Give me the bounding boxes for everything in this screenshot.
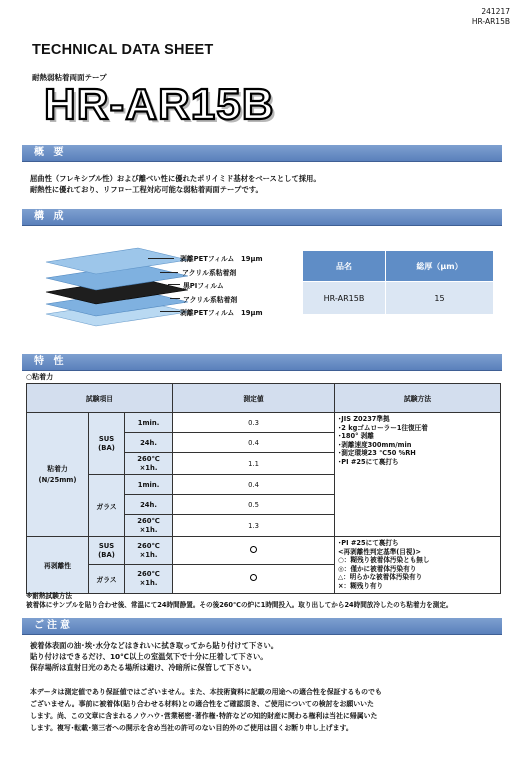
time-260c: 260℃ ×1h. (125, 537, 173, 565)
substrate-sus: SUS (BA) (89, 537, 125, 565)
layer-pet-top (46, 248, 188, 274)
result-circle-icon (250, 546, 257, 553)
overview-line: 屈曲性（フレキシブル性）および離べい性に優れたポリイミド基材をベースとして採用。 (30, 174, 321, 183)
disclaimer-line: 本データは測定値であり保証値ではございません。また、本技術資料に記載の用途への適合性を保証するものでも (30, 688, 382, 696)
time-1min: 1min. (125, 413, 173, 433)
method-line: ○：糊残り被着体汚染とも無し (338, 556, 430, 565)
time-260c: 260℃ ×1h. (125, 515, 173, 537)
disclaimer-line: します。尚、この文章に含まれるノウハウ･営業秘密･著作権･特許などの知的財産に関わる権利は当社に帰属いた (30, 712, 378, 720)
section-title-caution: ご注意 (34, 620, 73, 631)
section-title-properties: 特 性 (34, 356, 67, 367)
method-line: △：明らかな被着体汚染有り (338, 573, 423, 582)
method-line: ◎：僅かに被着体汚染有り (338, 564, 417, 573)
substrate-glass: ガラス (89, 475, 125, 537)
adhesion-label: ○粘着力 (26, 373, 54, 381)
leader-line (170, 298, 180, 299)
method-line: ･剥離速度300mm/min (338, 440, 412, 449)
product-table (302, 250, 494, 315)
layer-label: アクリル系粘着剤 (183, 296, 238, 304)
overview-line: 耐熱性に優れており、リフロー工程対応可能な弱粘着両面テープです。 (30, 185, 263, 194)
caution-text (30, 640, 278, 673)
layer-label: アクリル系粘着剤 (182, 269, 237, 277)
method-line: ･JIS Z0237準拠 (338, 415, 390, 423)
section-title-overview: 概 要 (34, 147, 67, 158)
time-260c: 260℃ ×1h. (125, 453, 173, 475)
caution-line: 被着体表面の油･埃･水分などはきれいに拭き取ってから貼り付けて下さい。 (30, 641, 279, 650)
value-cell: 0.5 (173, 495, 335, 515)
group-removal: 再剥離性 (27, 537, 89, 594)
value-cell: 1.1 (173, 453, 335, 475)
layer-diagram (38, 232, 198, 342)
method-line: ･2 kgゴムローラー1往復圧着 (338, 423, 428, 432)
leader-line (160, 272, 178, 273)
removal-result-sus (173, 537, 335, 565)
col-header-value: 測定値 (173, 384, 335, 413)
adhesion-table (26, 383, 501, 594)
time-260c: 260℃ ×1h. (125, 565, 173, 593)
note-title: ※耐熱試験方法 (26, 592, 72, 600)
method-line: ･180° 剥離 (338, 432, 374, 441)
time-1min: 1min. (125, 475, 173, 495)
product-name: HR-AR15B (44, 80, 275, 129)
disclaimer-line: します。複写･転載･第三者への開示を含め当社の許可のない目的外のご使用は固くお断り申し上げます。 (30, 724, 353, 732)
caution-line: 保存場所は直射日光のあたる場所は避け、冷暗所に保管して下さい。 (30, 663, 256, 672)
section-bar-overview (22, 145, 502, 162)
product-table-header: 品名 (303, 251, 386, 282)
section-bar-properties (22, 354, 502, 371)
section-title-structure: 構 成 (34, 211, 67, 222)
disclaimer-text (30, 686, 382, 734)
col-header-item: 試験項目 (27, 384, 173, 413)
value-cell: 1.3 (173, 515, 335, 537)
product-table-cell: HR-AR15B (303, 282, 386, 315)
substrate-glass: ガラス (89, 565, 125, 593)
leader-line (168, 284, 180, 285)
layer-label: 黒PIフィルム (183, 282, 224, 290)
heat-test-note (26, 592, 453, 610)
group-adhesion: 粘着力 (N/25mm) (27, 413, 89, 537)
caution-line: 貼り付けはできるだけ、10℃以上の室温気下で十分に圧着して下さい。 (30, 652, 268, 661)
value-cell: 0.4 (173, 433, 335, 453)
leader-line (148, 258, 174, 259)
method-adhesion (335, 413, 501, 537)
time-24h: 24h. (125, 433, 173, 453)
document-title: TECHNICAL DATA SHEET (32, 42, 214, 58)
value-cell: 0.4 (173, 475, 335, 495)
date-code: 241217 (481, 7, 510, 16)
doc-codes (472, 7, 510, 27)
method-line: ×：糊残り有り (338, 581, 384, 590)
note-text: 被着体にサンプルを貼り合わせ後、常温にて24時間静置。その後260℃の炉に1時間投入。取り出してから24時間放冷したのち粘着力を測定。 (26, 601, 453, 609)
col-header-method: 試験方法 (335, 384, 501, 413)
doc-code: HR-AR15B (471, 17, 510, 26)
overview-text (30, 173, 321, 195)
section-bar-structure (22, 209, 502, 226)
method-line: ･測定環境23 ℃50 %RH (338, 449, 416, 458)
leader-line (160, 311, 180, 312)
method-line: ･PI #25にて裏打ち (338, 539, 399, 547)
removal-result-glass (173, 565, 335, 593)
value-cell: 0.3 (173, 413, 335, 433)
product-subtitle: 耐熱弱粘着両面テープ (32, 73, 107, 82)
product-table-header: 総厚（μm） (386, 251, 494, 282)
section-bar-caution (22, 618, 502, 635)
result-circle-icon (250, 574, 257, 581)
layer-label: 剥離PETフィルム 19μm (180, 309, 263, 317)
method-line: ･PI #25にて裏打ち (338, 457, 399, 466)
time-24h: 24h. (125, 495, 173, 515)
method-removal (335, 537, 501, 594)
product-table-cell: 15 (386, 282, 494, 315)
substrate-sus: SUS (BA) (89, 413, 125, 475)
disclaimer-line: ございません。事前に被着体(貼り合わせる材料)との適合性をご確認頂き、ご使用についての検討をお願いいた (30, 700, 374, 708)
method-line: <再剥離性判定基準(目視)> (338, 547, 422, 556)
layer-label: 剥離PETフィルム 19μm (180, 255, 263, 263)
